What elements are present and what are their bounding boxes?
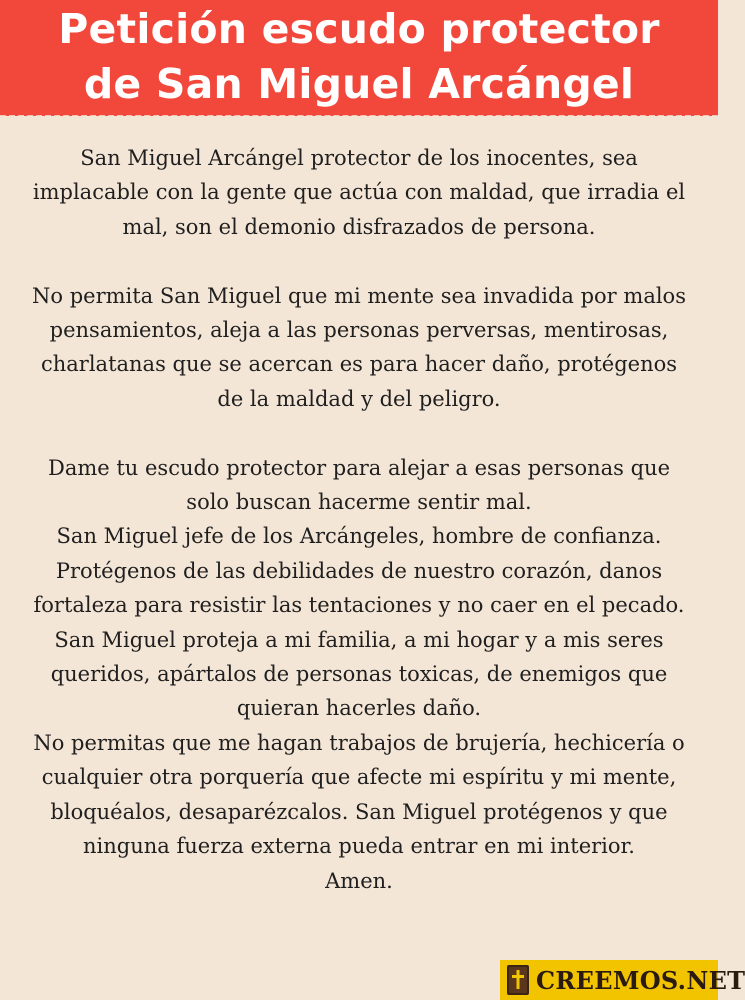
brand-badge[interactable] [500,960,745,1000]
prayer-line: solo buscan hacerme sentir mal. [186,490,532,515]
prayer-line: San Miguel jefe de los Arcángeles, hombre de confianza. [56,524,662,549]
prayer-line: Dame tu escudo protector para alejar a esas personas que [47,455,670,480]
prayer-line: fortaleza para resistir las tentaciones y no caer en el pecado. [33,593,685,618]
prayer-line: No permita San Miguel que mi mente sea invadida por malos [32,283,686,308]
prayer-line: charlatanas que se acercan es para hacer daño, protégenos [40,352,678,377]
prayer-line: implacable con la gente que actúa con maldad, que irradia el [32,180,686,205]
prayer-line: cualquier otra porquería que afecte mi espíritu y mi mente, [41,765,677,790]
header-divider [0,115,718,118]
prayer-line: Protégenos de las debilidades de nuestro corazón, danos [55,558,663,583]
prayer-line: San Miguel Arcángel protector de los inocentes, sea [80,146,638,170]
page-title-line-2: de San Miguel Arcángel [83,60,635,108]
prayer-line: ninguna fuerza externa pueda entrar en mi interior. [83,834,635,859]
prayer-line: de la maldad y del peligro. [217,386,501,411]
paragraph-gap [0,416,718,450]
prayer-line: queridos, apártalos de personas toxicas, de enemigos que [50,662,668,687]
prayer-line: Amen. [325,868,393,893]
title-banner [0,0,718,116]
paragraph-gap [0,244,718,278]
prayer-line: mal, son el demonio disfrazados de persona. [122,214,596,239]
brand-name: CREEMOS.NET [536,965,745,995]
page-title-line-1: Petición escudo protector [58,5,660,53]
prayer-line: San Miguel proteja a mi familia, a mi hogar y a mis seres [54,627,664,652]
prayer-line: pensamientos, aleja a las personas perversas, mentirosas, [49,318,669,343]
prayer-line: bloquéalos, desaparézcalos. San Miguel protégenos y que [50,799,668,824]
prayer-text [0,141,718,898]
prayer-line: No permitas que me hagan trabajos de brujería, hechicería o [33,730,685,755]
bible-cross-icon [506,964,530,996]
prayer-line: quieran hacerles daño. [236,696,482,721]
